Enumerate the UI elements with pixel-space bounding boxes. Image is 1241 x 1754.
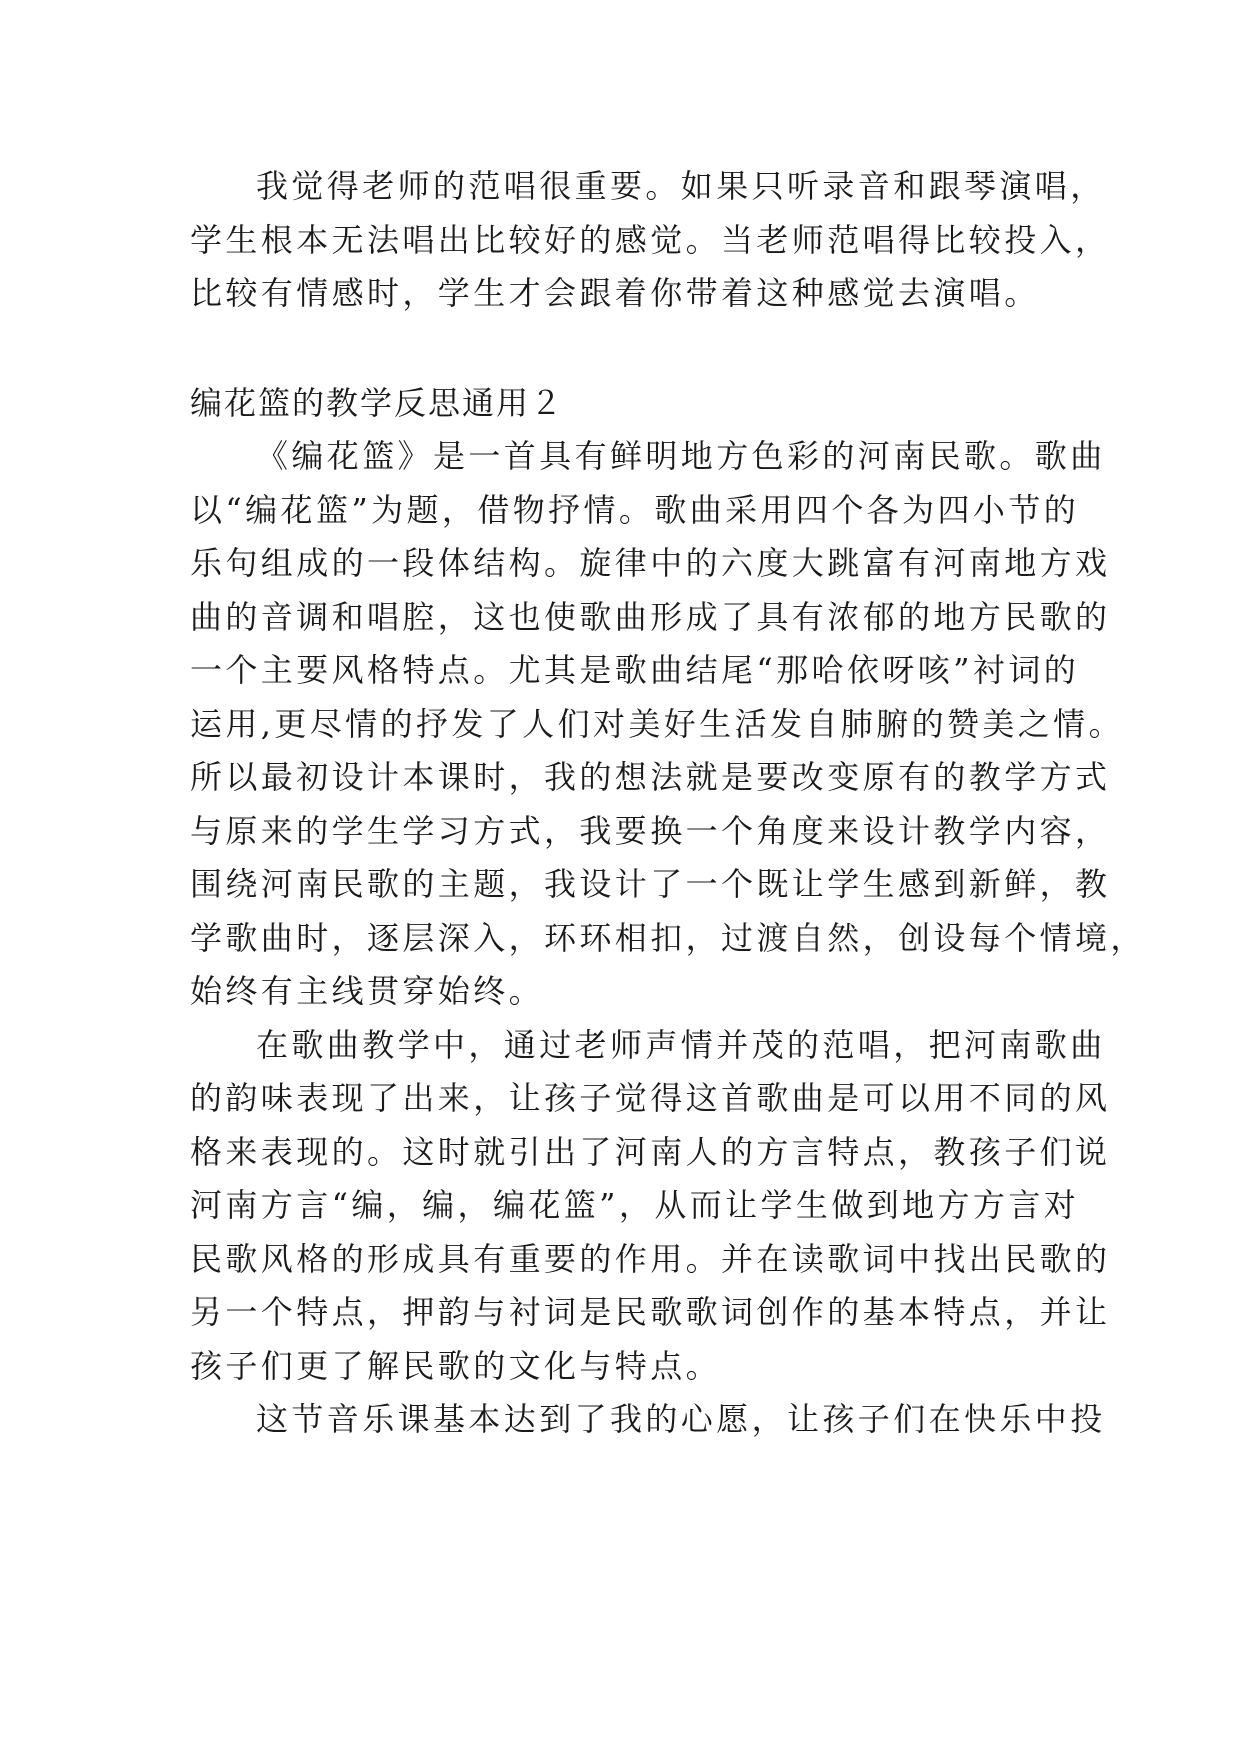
text-line: 运用,更尽情的抒发了人们对美好生活发自肺腑的赞美之情。	[190, 704, 1124, 743]
text-line: 河南方言“编，编，编花篮”，从而让学生做到地方方言对	[190, 1186, 1080, 1224]
paragraph	[190, 430, 1146, 1019]
text-line: 围绕河南民歌的主题，我设计了一个既让学生感到新鲜，教	[190, 865, 1111, 903]
text-line: 学歌曲时，逐层深入，环环相扣，过渡自然，创设每个情境，	[190, 918, 1146, 957]
text-line: 这节音乐课基本达到了我的心愿，让孩子们在快乐中投	[256, 1400, 1106, 1438]
text-line: 学生根本无法唱出比较好的感觉。当老师范唱得比较投入，	[190, 220, 1111, 259]
text-line: 民歌风格的形成具有重要的作用。并在读歌词中找出民歌的	[190, 1239, 1111, 1278]
text-line: 一个主要风格特点。尤其是歌曲结尾“那哈依呀咳”衬词的	[190, 651, 1080, 689]
text-line: 始终有主线贯穿始终。	[190, 972, 545, 1010]
paragraph	[190, 1393, 1106, 1447]
document-body	[190, 160, 1146, 1447]
text-line: 在歌曲教学中，通过老师声情并茂的范唱，把河南歌曲	[256, 1025, 1106, 1064]
paragraph	[190, 1019, 1111, 1394]
text-line: 曲的音调和唱腔，这也使歌曲形成了具有浓郁的地方民歌的	[190, 597, 1111, 636]
text-line: 乐句组成的一段体结构。旋律中的六度大跳富有河南地方戏	[190, 544, 1111, 582]
text-line: 所以最初设计本课时，我的想法就是要改变原有的教学方式	[190, 758, 1111, 796]
text-line: 比较有情感时，学生才会跟着你带着这种感觉去演唱。	[190, 274, 1040, 312]
text-line: 《编花篮》是一首具有鲜明地方色彩的河南民歌。歌曲	[256, 437, 1106, 475]
text-line: 与原来的学生学习方式，我要换一个角度来设计教学内容，	[190, 811, 1111, 850]
text-line: 另一个特点，押韵与衬词是民歌歌词创作的基本特点，并让	[190, 1293, 1111, 1331]
paragraph	[190, 160, 1111, 321]
section-heading: 编花篮的教学反思通用２	[190, 383, 565, 422]
text-line: 的韵味表现了出来，让孩子觉得这首歌曲是可以用不同的风	[190, 1079, 1111, 1117]
text-line: 以“编花篮”为题，借物抒情。歌曲采用四个各为四小节的	[190, 490, 1080, 529]
text-line: 我觉得老师的范唱很重要。如果只听录音和跟琴演唱，	[256, 167, 1106, 205]
spacer	[190, 321, 1050, 377]
text-line: 孩子们更了解民歌的文化与特点。	[190, 1346, 722, 1385]
text-line: 格来表现的。这时就引出了河南人的方言特点，教孩子们说	[190, 1132, 1111, 1171]
